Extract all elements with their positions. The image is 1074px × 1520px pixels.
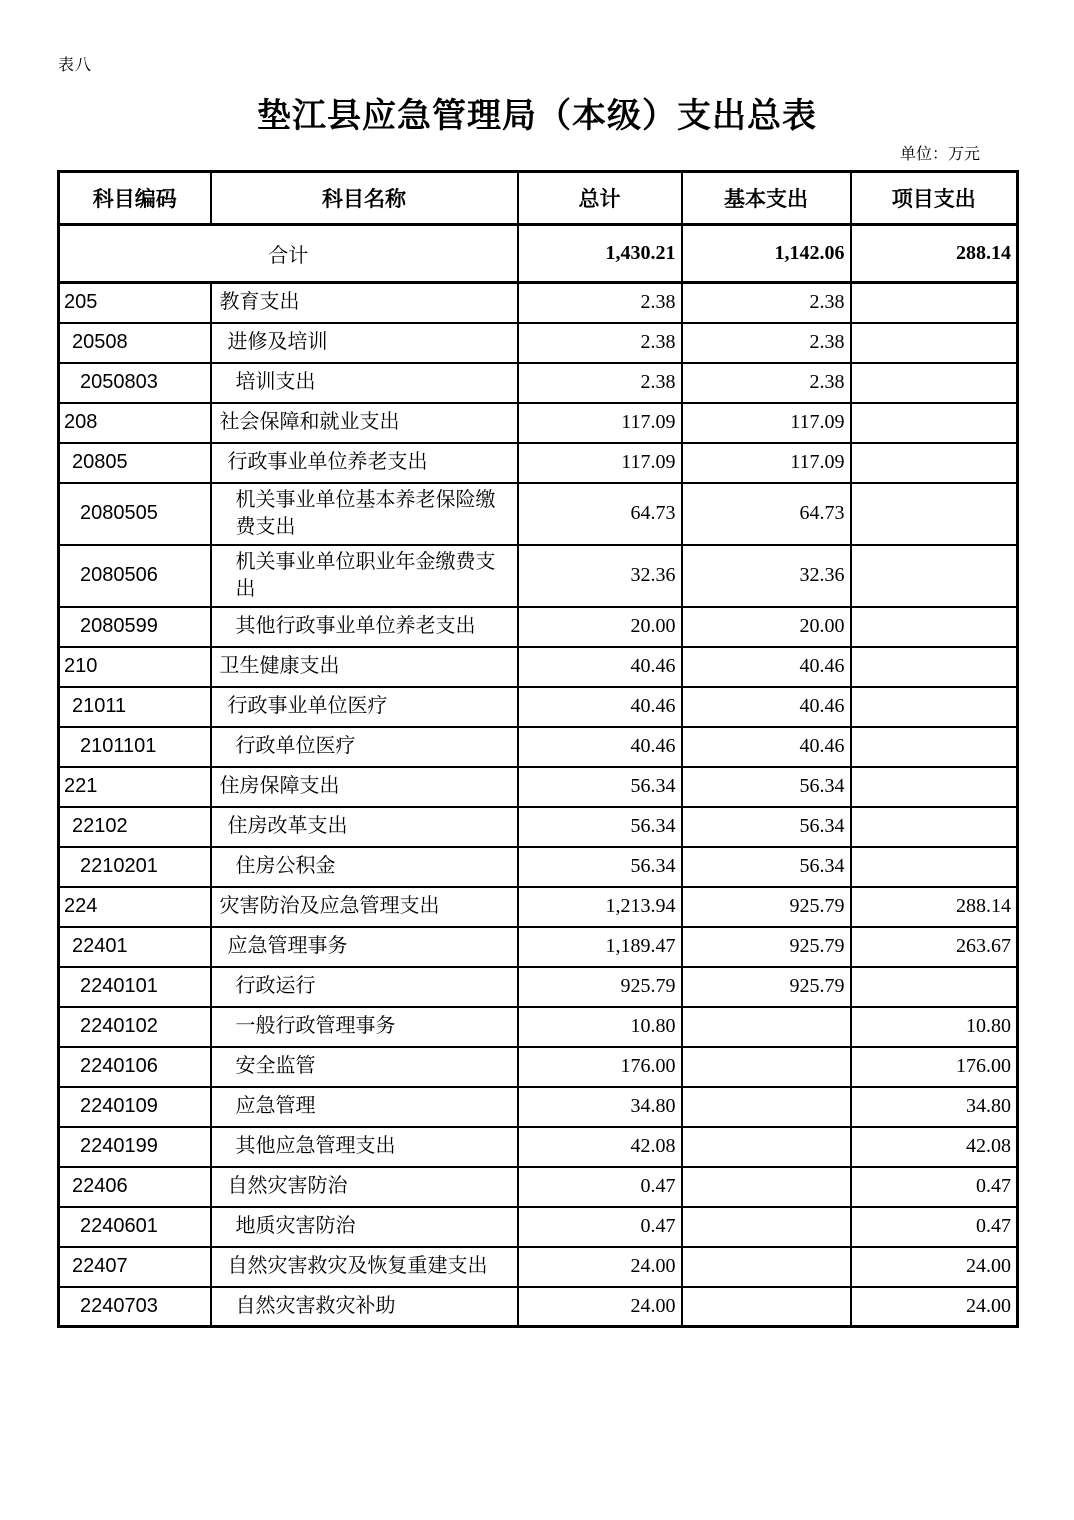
cell-total: 925.79 <box>518 967 682 1007</box>
table-row <box>59 767 1018 807</box>
cell-basic-expense: 925.79 <box>682 927 851 967</box>
table-row <box>59 1207 1018 1247</box>
cell-subject-name: 进修及培训 <box>211 323 518 363</box>
cell-basic-expense <box>682 1287 851 1327</box>
cell-project-expense <box>851 443 1018 483</box>
header-project-expense: 项目支出 <box>851 172 1018 225</box>
cell-subject-name: 一般行政管理事务 <box>211 1007 518 1047</box>
cell-basic-expense: 2.38 <box>682 283 851 323</box>
cell-subject-name: 行政单位医疗 <box>211 727 518 767</box>
cell-subject-name: 行政运行 <box>211 967 518 1007</box>
cell-basic-expense: 2.38 <box>682 363 851 403</box>
cell-project-expense <box>851 647 1018 687</box>
table-row <box>59 967 1018 1007</box>
cell-total: 40.46 <box>518 647 682 687</box>
cell-total: 2.38 <box>518 323 682 363</box>
cell-basic-expense: 56.34 <box>682 807 851 847</box>
table-row <box>59 687 1018 727</box>
header-row <box>59 172 1018 225</box>
cell-total: 42.08 <box>518 1127 682 1167</box>
cell-project-expense: 176.00 <box>851 1047 1018 1087</box>
cell-subject-name: 应急管理事务 <box>211 927 518 967</box>
cell-total: 24.00 <box>518 1247 682 1287</box>
table-row <box>59 807 1018 847</box>
cell-project-expense <box>851 545 1018 607</box>
cell-basic-expense <box>682 1247 851 1287</box>
summary-total: 1,430.21 <box>518 225 682 283</box>
cell-basic-expense: 925.79 <box>682 887 851 927</box>
table-row <box>59 607 1018 647</box>
cell-project-expense <box>851 727 1018 767</box>
cell-total: 56.34 <box>518 847 682 887</box>
cell-subject-code: 2101101 <box>59 727 211 767</box>
cell-basic-expense: 117.09 <box>682 443 851 483</box>
cell-basic-expense <box>682 1087 851 1127</box>
cell-subject-code: 224 <box>59 887 211 927</box>
cell-basic-expense <box>682 1007 851 1047</box>
table-row <box>59 927 1018 967</box>
cell-subject-code: 2240199 <box>59 1127 211 1167</box>
cell-basic-expense: 56.34 <box>682 847 851 887</box>
cell-basic-expense: 2.38 <box>682 323 851 363</box>
cell-basic-expense <box>682 1127 851 1167</box>
cell-total: 40.46 <box>518 727 682 767</box>
table-number-label: 表八 <box>58 57 93 74</box>
cell-project-expense <box>851 607 1018 647</box>
cell-subject-code: 2240601 <box>59 1207 211 1247</box>
unit-note: 单位：万元 <box>899 146 980 163</box>
cell-subject-name: 行政事业单位养老支出 <box>211 443 518 483</box>
cell-total: 20.00 <box>518 607 682 647</box>
cell-subject-name: 其他应急管理支出 <box>211 1127 518 1167</box>
cell-project-expense <box>851 767 1018 807</box>
cell-total: 24.00 <box>518 1287 682 1327</box>
cell-subject-name: 自然灾害救灾补助 <box>211 1287 518 1327</box>
cell-total: 32.36 <box>518 545 682 607</box>
cell-subject-name: 培训支出 <box>211 363 518 403</box>
cell-basic-expense <box>682 1047 851 1087</box>
cell-subject-code: 2240703 <box>59 1287 211 1327</box>
cell-total: 40.46 <box>518 687 682 727</box>
table-row <box>59 545 1018 607</box>
cell-subject-code: 20805 <box>59 443 211 483</box>
cell-subject-code: 2240101 <box>59 967 211 1007</box>
table-row <box>59 283 1018 323</box>
table-row <box>59 1047 1018 1087</box>
cell-total: 2.38 <box>518 283 682 323</box>
cell-project-expense: 0.47 <box>851 1207 1018 1247</box>
table-row <box>59 1007 1018 1047</box>
cell-total: 1,213.94 <box>518 887 682 927</box>
cell-subject-code: 2080505 <box>59 483 211 545</box>
header-subject-code: 科目编码 <box>59 172 211 225</box>
cell-subject-name: 社会保障和就业支出 <box>211 403 518 443</box>
cell-subject-name: 行政事业单位医疗 <box>211 687 518 727</box>
cell-project-expense <box>851 687 1018 727</box>
cell-subject-code: 2080506 <box>59 545 211 607</box>
cell-basic-expense <box>682 1207 851 1247</box>
table-row <box>59 403 1018 443</box>
cell-total: 56.34 <box>518 807 682 847</box>
cell-subject-name: 灾害防治及应急管理支出 <box>211 887 518 927</box>
cell-subject-name: 住房改革支出 <box>211 807 518 847</box>
cell-subject-code: 22102 <box>59 807 211 847</box>
cell-subject-code: 2240109 <box>59 1087 211 1127</box>
summary-label: 合计 <box>59 225 518 283</box>
cell-subject-name: 住房保障支出 <box>211 767 518 807</box>
table-row <box>59 483 1018 545</box>
table-row <box>59 1287 1018 1327</box>
cell-subject-code: 210 <box>59 647 211 687</box>
cell-total: 0.47 <box>518 1207 682 1247</box>
cell-subject-code: 221 <box>59 767 211 807</box>
cell-basic-expense: 56.34 <box>682 767 851 807</box>
cell-subject-code: 22406 <box>59 1167 211 1207</box>
cell-subject-name: 安全监管 <box>211 1047 518 1087</box>
cell-project-expense: 42.08 <box>851 1127 1018 1167</box>
header-total: 总计 <box>518 172 682 225</box>
cell-subject-name: 教育支出 <box>211 283 518 323</box>
summary-row <box>59 225 1018 283</box>
table-row <box>59 887 1018 927</box>
cell-project-expense <box>851 807 1018 847</box>
cell-basic-expense: 64.73 <box>682 483 851 545</box>
table-row <box>59 1127 1018 1167</box>
table-row <box>59 727 1018 767</box>
cell-subject-code: 208 <box>59 403 211 443</box>
cell-subject-name: 机关事业单位基本养老保险缴费支出 <box>211 483 518 545</box>
cell-subject-name: 卫生健康支出 <box>211 647 518 687</box>
summary-project-expense: 288.14 <box>851 225 1018 283</box>
cell-subject-code: 2240102 <box>59 1007 211 1047</box>
cell-subject-code: 22407 <box>59 1247 211 1287</box>
expenditure-summary-table <box>57 170 1019 1328</box>
cell-basic-expense: 117.09 <box>682 403 851 443</box>
cell-subject-code: 22401 <box>59 927 211 967</box>
cell-project-expense <box>851 283 1018 323</box>
table-row <box>59 323 1018 363</box>
cell-project-expense: 24.00 <box>851 1247 1018 1287</box>
cell-subject-name: 应急管理 <box>211 1087 518 1127</box>
summary-basic-expense: 1,142.06 <box>682 225 851 283</box>
cell-subject-code: 21011 <box>59 687 211 727</box>
cell-subject-name: 地质灾害防治 <box>211 1207 518 1247</box>
cell-project-expense: 263.67 <box>851 927 1018 967</box>
table-row <box>59 847 1018 887</box>
cell-subject-name: 自然灾害防治 <box>211 1167 518 1207</box>
cell-subject-name: 其他行政事业单位养老支出 <box>211 607 518 647</box>
table-row <box>59 443 1018 483</box>
cell-total: 176.00 <box>518 1047 682 1087</box>
cell-subject-code: 205 <box>59 283 211 323</box>
cell-total: 1,189.47 <box>518 927 682 967</box>
cell-subject-code: 2080599 <box>59 607 211 647</box>
cell-project-expense: 34.80 <box>851 1087 1018 1127</box>
cell-basic-expense: 925.79 <box>682 967 851 1007</box>
cell-total: 64.73 <box>518 483 682 545</box>
cell-total: 117.09 <box>518 403 682 443</box>
cell-subject-code: 2240106 <box>59 1047 211 1087</box>
cell-total: 2.38 <box>518 363 682 403</box>
table-row <box>59 647 1018 687</box>
cell-project-expense: 0.47 <box>851 1167 1018 1207</box>
cell-total: 117.09 <box>518 443 682 483</box>
cell-project-expense: 24.00 <box>851 1287 1018 1327</box>
cell-subject-name: 住房公积金 <box>211 847 518 887</box>
table-row <box>59 1167 1018 1207</box>
cell-total: 10.80 <box>518 1007 682 1047</box>
cell-subject-name: 机关事业单位职业年金缴费支出 <box>211 545 518 607</box>
page-title: 垫江县应急管理局（本级）支出总表 <box>257 98 817 135</box>
cell-basic-expense: 32.36 <box>682 545 851 607</box>
cell-subject-code: 2210201 <box>59 847 211 887</box>
cell-project-expense: 10.80 <box>851 1007 1018 1047</box>
cell-subject-name: 自然灾害救灾及恢复重建支出 <box>211 1247 518 1287</box>
cell-project-expense <box>851 403 1018 443</box>
cell-basic-expense: 40.46 <box>682 687 851 727</box>
cell-basic-expense: 20.00 <box>682 607 851 647</box>
table-row <box>59 1087 1018 1127</box>
cell-subject-code: 20508 <box>59 323 211 363</box>
cell-total: 56.34 <box>518 767 682 807</box>
cell-basic-expense: 40.46 <box>682 727 851 767</box>
table-row <box>59 1247 1018 1287</box>
cell-project-expense: 288.14 <box>851 887 1018 927</box>
cell-project-expense <box>851 363 1018 403</box>
header-subject-name: 科目名称 <box>211 172 518 225</box>
cell-total: 0.47 <box>518 1167 682 1207</box>
cell-project-expense <box>851 483 1018 545</box>
cell-total: 34.80 <box>518 1087 682 1127</box>
cell-project-expense <box>851 967 1018 1007</box>
cell-project-expense <box>851 847 1018 887</box>
table-row <box>59 363 1018 403</box>
cell-subject-code: 2050803 <box>59 363 211 403</box>
header-basic-expense: 基本支出 <box>682 172 851 225</box>
cell-basic-expense <box>682 1167 851 1207</box>
cell-basic-expense: 40.46 <box>682 647 851 687</box>
cell-project-expense <box>851 323 1018 363</box>
